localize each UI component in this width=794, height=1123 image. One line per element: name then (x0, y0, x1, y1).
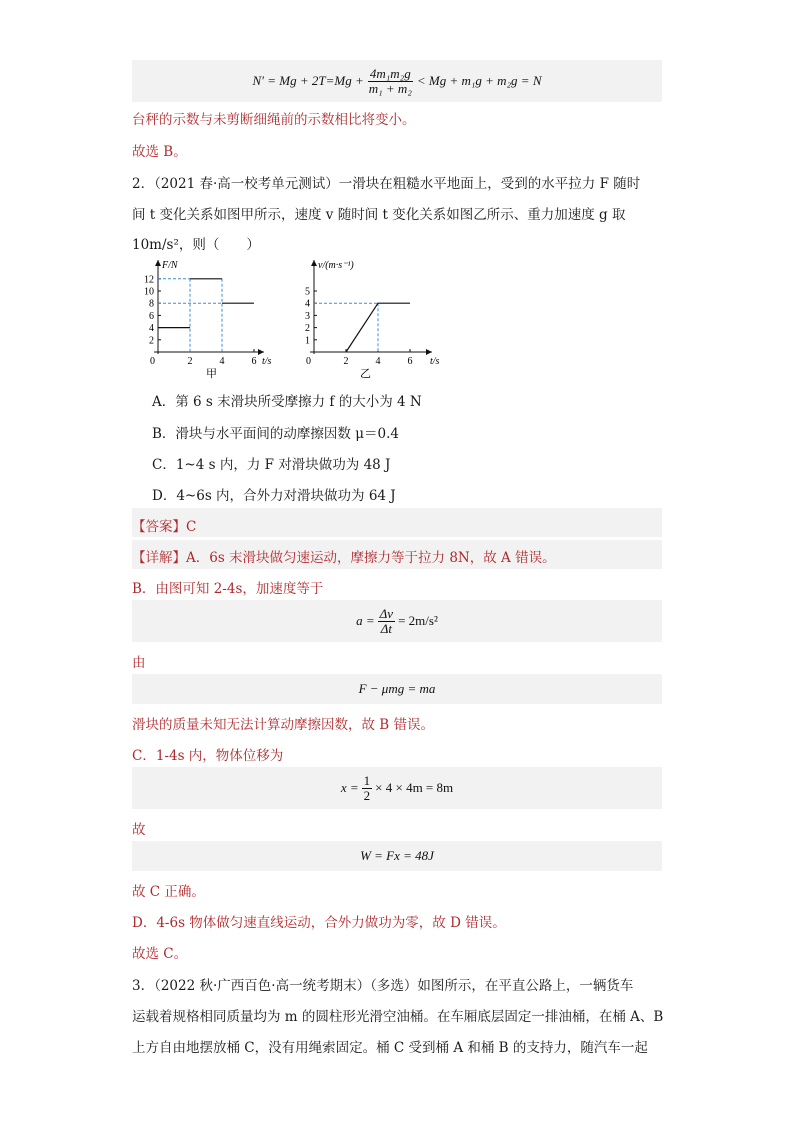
y-tick-label: 12 (144, 274, 154, 286)
y-tick-label: 2 (305, 323, 310, 335)
graph-caption: 乙 (360, 368, 371, 380)
eq-a-fraction (378, 607, 395, 636)
y-tick-label: 10 (144, 286, 154, 298)
detail-line-a (132, 546, 556, 566)
y-tick-label: 4 (149, 323, 154, 335)
eq1-fraction (367, 67, 414, 96)
detail-d-text: D．4-6s 物体做匀速直线运动，合外力做功为零，故 D 错误。 (132, 915, 506, 931)
q2-line1: 2．（2021 春·高一校考单元测试）一滑块在粗糙水平地面上，受到的水平拉力 F 随时 (132, 176, 641, 192)
choose-b-text: 故选 B。 (132, 144, 187, 160)
eq-a-rhs: = 2m/s² (398, 613, 438, 628)
y-tick-label: 4 (305, 298, 310, 310)
eq-a-lhs: a = (356, 613, 375, 628)
answer-bar (132, 508, 662, 537)
eq1-numerator: 4m₁m₂g (369, 65, 411, 81)
x-tick-label: 2 (343, 356, 349, 367)
x-tick-label: 0 (150, 356, 155, 367)
eq1-lhs: N′ = Mg + 2T=Mg + (252, 73, 364, 88)
y-tick-label: 6 (149, 310, 154, 322)
eq1-denominator: m₁ + m₂ (368, 80, 412, 96)
eq-x-rhs: × 4 × 4m = 8m (375, 780, 454, 795)
c-correct-text: 故 C 正确。 (132, 884, 205, 900)
y-tick-label: 8 (149, 298, 154, 310)
answer-value: C (186, 519, 197, 535)
x-axis-label: t/s (262, 356, 272, 367)
y-axis-label: F/N (162, 260, 178, 271)
equation-acceleration (132, 600, 662, 642)
option-b: B．滑块与水平面间的动摩擦因数 μ＝0.4 (152, 426, 399, 442)
answer-line (132, 515, 196, 535)
q3-line2: 运载着规格相同质量均为 m 的圆柱形光滑空油桶。在车厢底层固定一排油桶，在桶 A、B (132, 1009, 664, 1025)
x-tick-label: 6 (407, 356, 413, 367)
choose-c-text: 故选 C。 (132, 946, 188, 962)
equation-newton: F − μmg = ma (132, 674, 662, 704)
answer-tag: 【答案】 (132, 519, 186, 535)
graph-force-time (128, 256, 272, 380)
mass-unknown-text: 滑块的质量未知无法计算动摩擦因数，故 B 错误。 (132, 717, 435, 733)
y-axis-arrow (311, 260, 317, 266)
eq-x-numerator: 1 (363, 772, 371, 788)
eq1-rhs: < Mg + m₁g + m₂g = N (416, 73, 542, 88)
eq-x-fraction (362, 774, 373, 803)
eq-a-numerator: Δv (379, 605, 394, 621)
option-c: C．1~4 s 内，力 F 对滑块做功为 48 J (152, 457, 391, 473)
x-tick-label: 0 (306, 356, 311, 367)
y-axis-label: v/(m·s⁻¹) (318, 260, 354, 271)
you-text: 由 (132, 655, 146, 671)
x-tick-label: 4 (219, 356, 225, 367)
y-tick-label: 5 (305, 286, 310, 298)
equation-displacement (132, 767, 662, 809)
y-axis-arrow (155, 260, 161, 266)
y-tick-label: 1 (305, 335, 310, 347)
y-tick-label: 3 (305, 310, 310, 322)
detail-a-text: A．6s 末滑块做匀速运动，摩擦力等于拉力 8N，故 A 错误。 (186, 550, 556, 566)
x-axis-arrow (258, 349, 264, 355)
scale-conclusion: 台秤的示数与未剪断细绳前的示数相比将变小。 (132, 112, 416, 128)
eq-x-lhs: x = (340, 780, 359, 795)
eq-x-denominator: 2 (363, 787, 371, 803)
graph-b-group (305, 260, 440, 380)
gu-text: 故 (132, 822, 146, 838)
y-tick-label: 2 (149, 335, 154, 347)
x-tick-label: 6 (251, 356, 257, 367)
option-d: D．4~6s 内，合外力对滑块做功为 64 J (152, 488, 396, 504)
x-tick-label: 2 (187, 356, 193, 367)
detail-b-text: B．由图可知 2-4s，加速度等于 (132, 581, 324, 597)
q2-line3: 10m/s²，则（ ） (132, 237, 260, 253)
x-axis-arrow (426, 349, 432, 355)
detail-tag: 【详解】 (132, 550, 186, 566)
graph-caption: 甲 (206, 368, 217, 380)
graph-a-group (144, 260, 272, 380)
eq-a-denominator: Δt (380, 620, 392, 636)
x-tick-label: 4 (375, 356, 381, 367)
q2-line2: 间 t 变化关系如图甲所示，速度 v 随时间 t 变化关系如图乙所示、重力加速度 g 取 (132, 207, 626, 223)
graph-velocity-time (284, 256, 444, 380)
x-axis-label: t/s (430, 356, 440, 367)
equation-work: W = Fx = 48J (132, 841, 662, 871)
detail-c-text: C．1-4s 内，物体位移为 (132, 748, 284, 764)
q3-line1: 3．（2022 秋·广西百色·高一统考期末）（多选）如图所示，在平直公路上，一辆货车 (132, 978, 634, 994)
equation-normal-force (132, 60, 662, 102)
option-a: A．第 6 s 末滑块所受摩擦力 f 的大小为 4 N (152, 394, 422, 410)
q3-line3: 上方自由地摆放桶 C，没有用绳索固定。桶 C 受到桶 A 和桶 B 的支持力，随汽车一起 (132, 1040, 648, 1056)
